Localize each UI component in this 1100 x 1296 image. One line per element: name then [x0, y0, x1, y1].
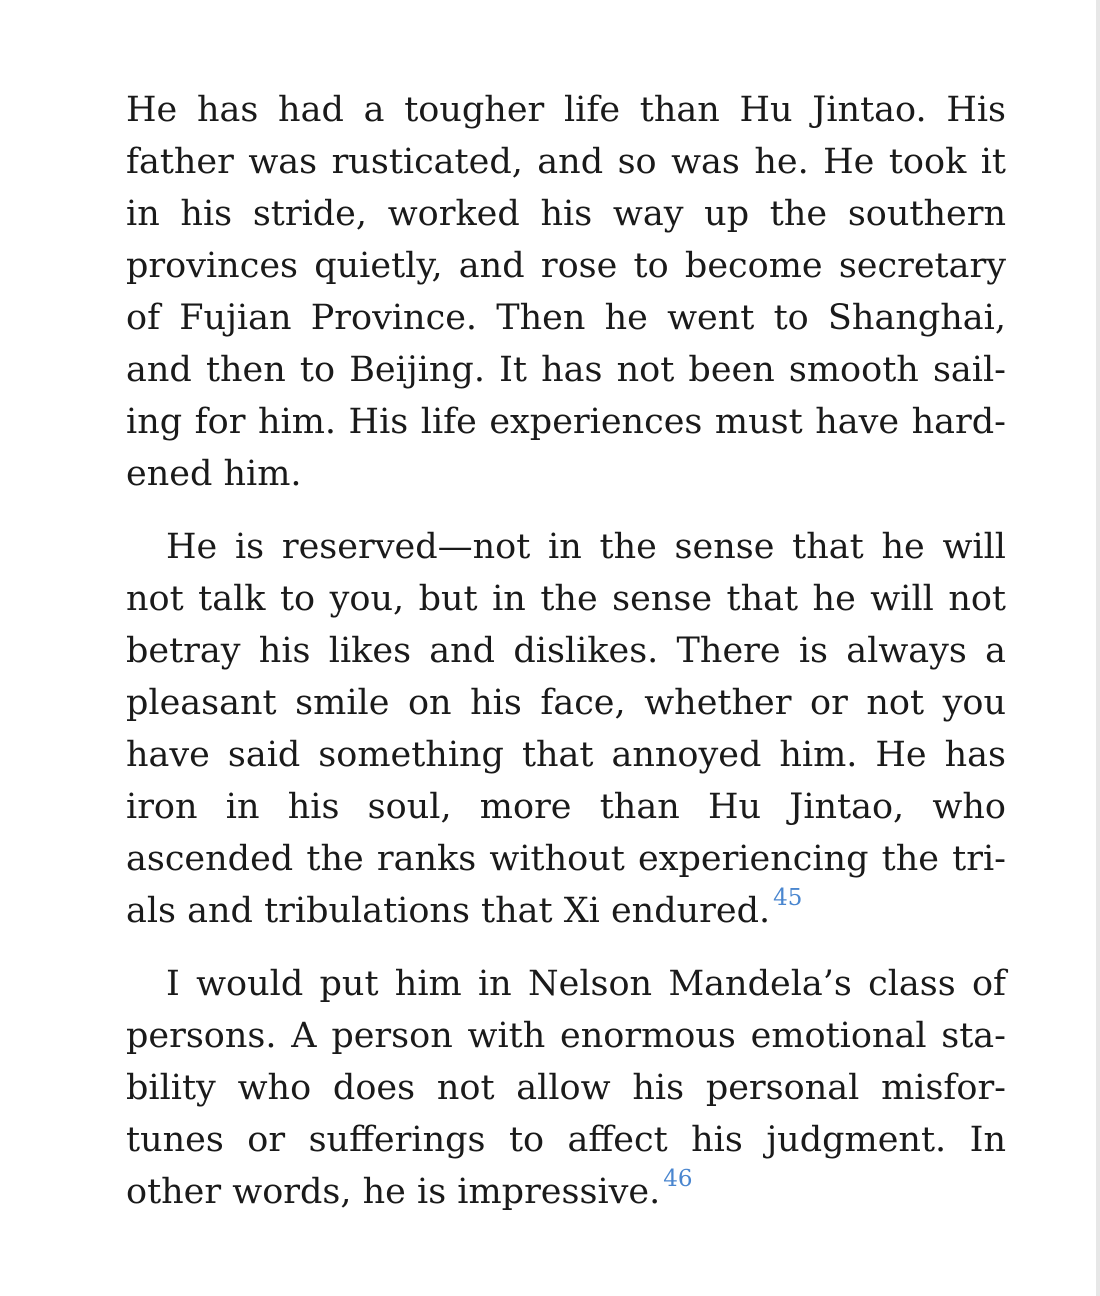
paragraph-1-text: He has had a tougher life than Hu Jintao. His father was rusticated, and so was he. He took it in his stride, worked his way up the southern provinces quietly, and rose to become secretary of Fujian Province. Then he went to Shanghai, and then to Beijing. It has not been smooth sailing for him. His life experiences must have hardened him.	[126, 90, 1006, 494]
footnote-link-46[interactable]: 46	[663, 1166, 693, 1192]
paragraph-2-text: He is reserved—not in the sense that he will not talk to you, but in the sense that he will not betray his likes and dislikes. There is always a pleasant smile on his face, whether or not you have said something that annoyed him. He has iron in his soul, more than Hu Jintao, who ascended the ranks without experiencing the trials and tribulations that Xi endured.	[126, 527, 1006, 931]
body-text	[126, 84, 1006, 1218]
page-edge-divider	[1096, 0, 1100, 1296]
paragraph-2	[126, 521, 1006, 937]
paragraph-3	[126, 958, 1006, 1218]
footnote-link-45[interactable]: 45	[773, 885, 803, 911]
paragraph-1	[126, 84, 1006, 500]
paragraph-3-text: I would put him in Nelson Mandela’s class of persons. A person with enormous emotional stability who does not allow his personal misfortunes or sufferings to affect his judgment. In other words, he is impressive.	[126, 964, 1006, 1212]
